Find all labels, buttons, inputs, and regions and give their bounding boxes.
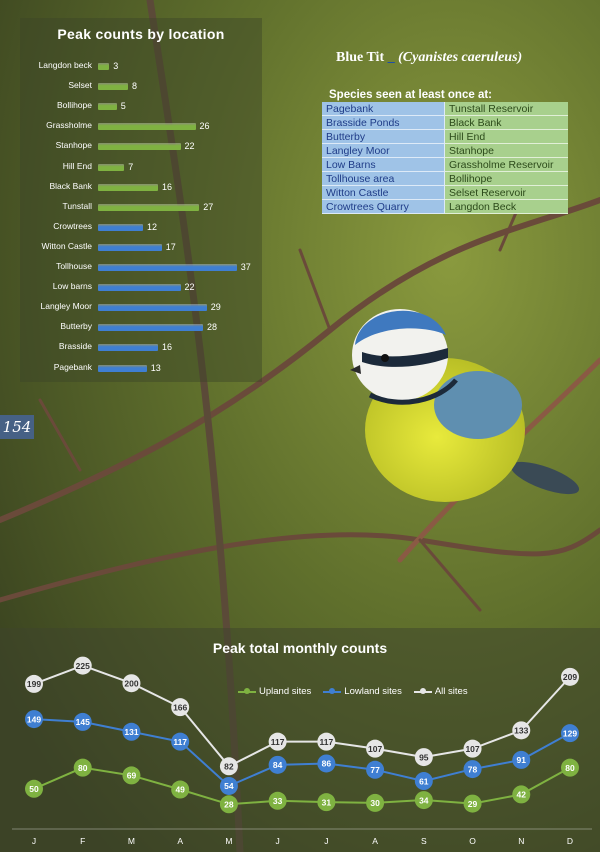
bar-value-label: 22 xyxy=(184,282,195,293)
bar-lowland xyxy=(98,324,203,331)
lowland-site-cell: Brasside Ponds xyxy=(322,116,445,130)
data-label-all_sites: 107 xyxy=(367,743,383,754)
bar-upland xyxy=(98,103,117,110)
month-tick-label: M xyxy=(127,836,135,846)
data-label-upland: 29 xyxy=(467,798,478,809)
lowland-site-cell: Witton Castle xyxy=(322,186,445,200)
month-tick-label: F xyxy=(80,836,86,846)
data-label-upland: 34 xyxy=(419,795,429,806)
sites-table-row xyxy=(322,116,568,130)
bar-lowland xyxy=(98,365,147,372)
line-chart-title: Peak total monthly counts xyxy=(212,640,388,656)
month-tick-label: J xyxy=(31,836,37,846)
bar-category-label: Grassholme xyxy=(46,120,92,131)
lowland-site-cell: Low Barns xyxy=(322,158,445,172)
data-label-lowland: 77 xyxy=(370,764,380,775)
upland-site-cell: Bollihope xyxy=(445,172,569,186)
sites-table-row xyxy=(322,158,568,172)
data-label-upland: 42 xyxy=(516,789,527,800)
bird-wing xyxy=(434,371,522,439)
sites-table-body xyxy=(322,102,568,214)
lowland-site-cell: Langley Moor xyxy=(322,144,445,158)
bar-category-label: Butterby xyxy=(60,321,92,332)
bar-value-label: 7 xyxy=(128,161,134,172)
sites-heading: Species seen at least once at: xyxy=(329,89,492,101)
bar-lowland xyxy=(98,304,207,311)
data-label-all_sites: 107 xyxy=(465,743,480,754)
data-label-all_sites: 225 xyxy=(75,660,90,671)
line-chart-svg xyxy=(0,628,600,852)
data-label-all_sites: 200 xyxy=(124,678,139,689)
data-label-upland: 49 xyxy=(175,784,185,795)
legend-label: Lowland sites xyxy=(344,686,402,697)
series-upland xyxy=(25,759,579,814)
page-number: 154 xyxy=(0,415,34,439)
bar-lowland xyxy=(98,344,158,351)
bar-category-label: Crowtrees xyxy=(53,220,92,231)
data-label-upland: 33 xyxy=(272,795,283,806)
data-label-upland: 80 xyxy=(565,762,575,773)
bar-lowland xyxy=(98,264,237,271)
sites-table-row xyxy=(322,186,568,200)
upland-site-cell: Langdon Beck xyxy=(445,200,569,214)
data-label-upland: 31 xyxy=(321,797,332,808)
data-label-all_sites: 133 xyxy=(514,725,529,736)
data-label-lowland: 91 xyxy=(516,755,527,766)
month-tick-label: M xyxy=(225,836,233,846)
bar-value-label: 22 xyxy=(184,141,195,152)
data-label-lowland: 54 xyxy=(224,781,234,792)
data-label-all_sites: 95 xyxy=(419,752,429,763)
bar-value-label: 16 xyxy=(162,181,173,192)
sites-table-row xyxy=(322,144,568,158)
data-label-upland: 50 xyxy=(29,784,39,794)
data-label-all_sites: 117 xyxy=(319,736,334,747)
data-label-upland: 28 xyxy=(224,799,234,810)
bar-upland xyxy=(98,204,199,211)
upland-site-cell: Stanhope xyxy=(445,144,569,158)
data-label-lowland: 61 xyxy=(419,776,429,787)
bar-category-label: Tollhouse xyxy=(56,261,92,271)
lowland-site-cell: Pagebank xyxy=(322,102,445,116)
month-tick-label: J xyxy=(275,836,280,846)
data-label-upland: 30 xyxy=(370,798,380,809)
data-label-upland: 69 xyxy=(126,770,137,781)
upland-site-cell: Black Bank xyxy=(445,116,569,130)
series-line-all_sites xyxy=(34,666,570,767)
data-label-all_sites: 117 xyxy=(270,736,285,747)
legend-label: Upland sites xyxy=(259,686,312,697)
data-label-all_sites: 166 xyxy=(173,702,188,713)
bar-upland xyxy=(98,164,124,171)
lowland-site-cell: Tollhouse area xyxy=(322,172,445,186)
bar-category-label: Pagebank xyxy=(53,361,92,372)
sites-table-row xyxy=(322,130,568,144)
upland-site-cell: Tunstall Reservoir xyxy=(445,102,569,116)
bar-value-label: 5 xyxy=(120,101,126,112)
bar-lowland xyxy=(98,224,143,231)
data-label-all_sites: 209 xyxy=(562,672,578,683)
data-label-upland: 80 xyxy=(77,762,88,773)
bar-category-label: Langdon beck xyxy=(38,60,92,70)
bar-category-label: Selset xyxy=(68,80,92,91)
bar-category-label: Low barns xyxy=(52,281,92,292)
bar-value-label: 12 xyxy=(147,221,158,232)
bar-upland xyxy=(98,123,196,130)
data-label-lowland: 117 xyxy=(173,736,188,747)
bar-value-label: 26 xyxy=(199,121,210,132)
series-lowland xyxy=(25,710,579,795)
data-label-lowland: 149 xyxy=(26,714,42,725)
data-label-all_sites: 199 xyxy=(26,679,42,690)
month-tick-label: S xyxy=(420,836,427,846)
month-tick-label: A xyxy=(177,836,183,846)
lowland-site-cell: Butterby xyxy=(322,130,445,144)
bar-value-label: 27 xyxy=(203,201,214,212)
bar-category-label: Tunstall xyxy=(62,200,92,211)
bar-value-label: 3 xyxy=(113,61,119,71)
sites-table-row xyxy=(322,172,568,186)
bird-eye xyxy=(381,354,389,362)
lowland-site-cell: Crowtrees Quarry xyxy=(322,200,445,214)
data-label-lowland: 78 xyxy=(467,764,478,775)
bar-value-label: 17 xyxy=(165,241,176,252)
bar-chart-title: Peak counts by location xyxy=(57,26,225,42)
month-tick-label: J xyxy=(324,836,329,846)
month-tick-label: A xyxy=(372,836,378,846)
bar-category-label: Witton Castle xyxy=(41,240,92,251)
series-all_sites xyxy=(25,657,579,776)
month-tick-label: O xyxy=(469,836,476,846)
bar-category-label: Langley Moor xyxy=(40,301,92,312)
bar-value-label: 16 xyxy=(162,342,173,353)
bar-lowland xyxy=(98,284,181,291)
species-latin-name: (Cyanistes caeruleus) xyxy=(398,50,523,65)
bar-value-label: 8 xyxy=(132,81,138,92)
upland-site-cell: Hill End xyxy=(445,130,569,144)
series-line-upland xyxy=(34,768,570,808)
data-label-all_sites: 82 xyxy=(224,761,234,772)
species-common-name: Blue Tit xyxy=(336,50,385,65)
bar-value-label: 37 xyxy=(240,262,251,272)
bar-upland xyxy=(98,143,181,150)
data-label-lowland: 86 xyxy=(321,758,332,769)
data-label-lowland: 131 xyxy=(124,726,139,737)
bar-upland xyxy=(98,184,158,191)
bar-upland xyxy=(98,63,109,70)
data-label-lowland: 129 xyxy=(562,728,578,739)
upland-site-cell: Grassholme Reservoir xyxy=(445,158,569,172)
bar-value-label: 29 xyxy=(210,302,221,313)
sites-table-row xyxy=(322,102,568,116)
bar-value-label: 13 xyxy=(150,362,161,373)
species-title xyxy=(336,50,522,66)
bar-category-label: Brasside xyxy=(58,341,92,352)
series-line-lowland xyxy=(34,719,570,786)
species-separator: _ xyxy=(387,50,395,65)
legend-label: All sites xyxy=(434,686,468,697)
month-tick-label: D xyxy=(566,836,574,846)
bar-upland xyxy=(98,83,128,90)
peak-monthly-counts-chart xyxy=(0,628,600,852)
sites-table-row xyxy=(322,200,568,214)
bar-category-label: Bollihope xyxy=(57,100,92,111)
bar-category-label: Stanhope xyxy=(55,140,92,151)
upland-site-cell: Selset Reservoir xyxy=(445,186,569,200)
bar-value-label: 28 xyxy=(207,322,218,333)
peak-counts-by-location-chart xyxy=(20,18,262,382)
month-tick-label: N xyxy=(518,836,525,846)
data-label-lowland: 145 xyxy=(75,717,90,728)
bar-lowland xyxy=(98,244,162,251)
data-label-lowland: 84 xyxy=(272,760,283,771)
bar-category-label: Hill End xyxy=(62,160,92,171)
bar-category-label: Black Bank xyxy=(49,180,92,191)
sites-table xyxy=(322,102,568,214)
